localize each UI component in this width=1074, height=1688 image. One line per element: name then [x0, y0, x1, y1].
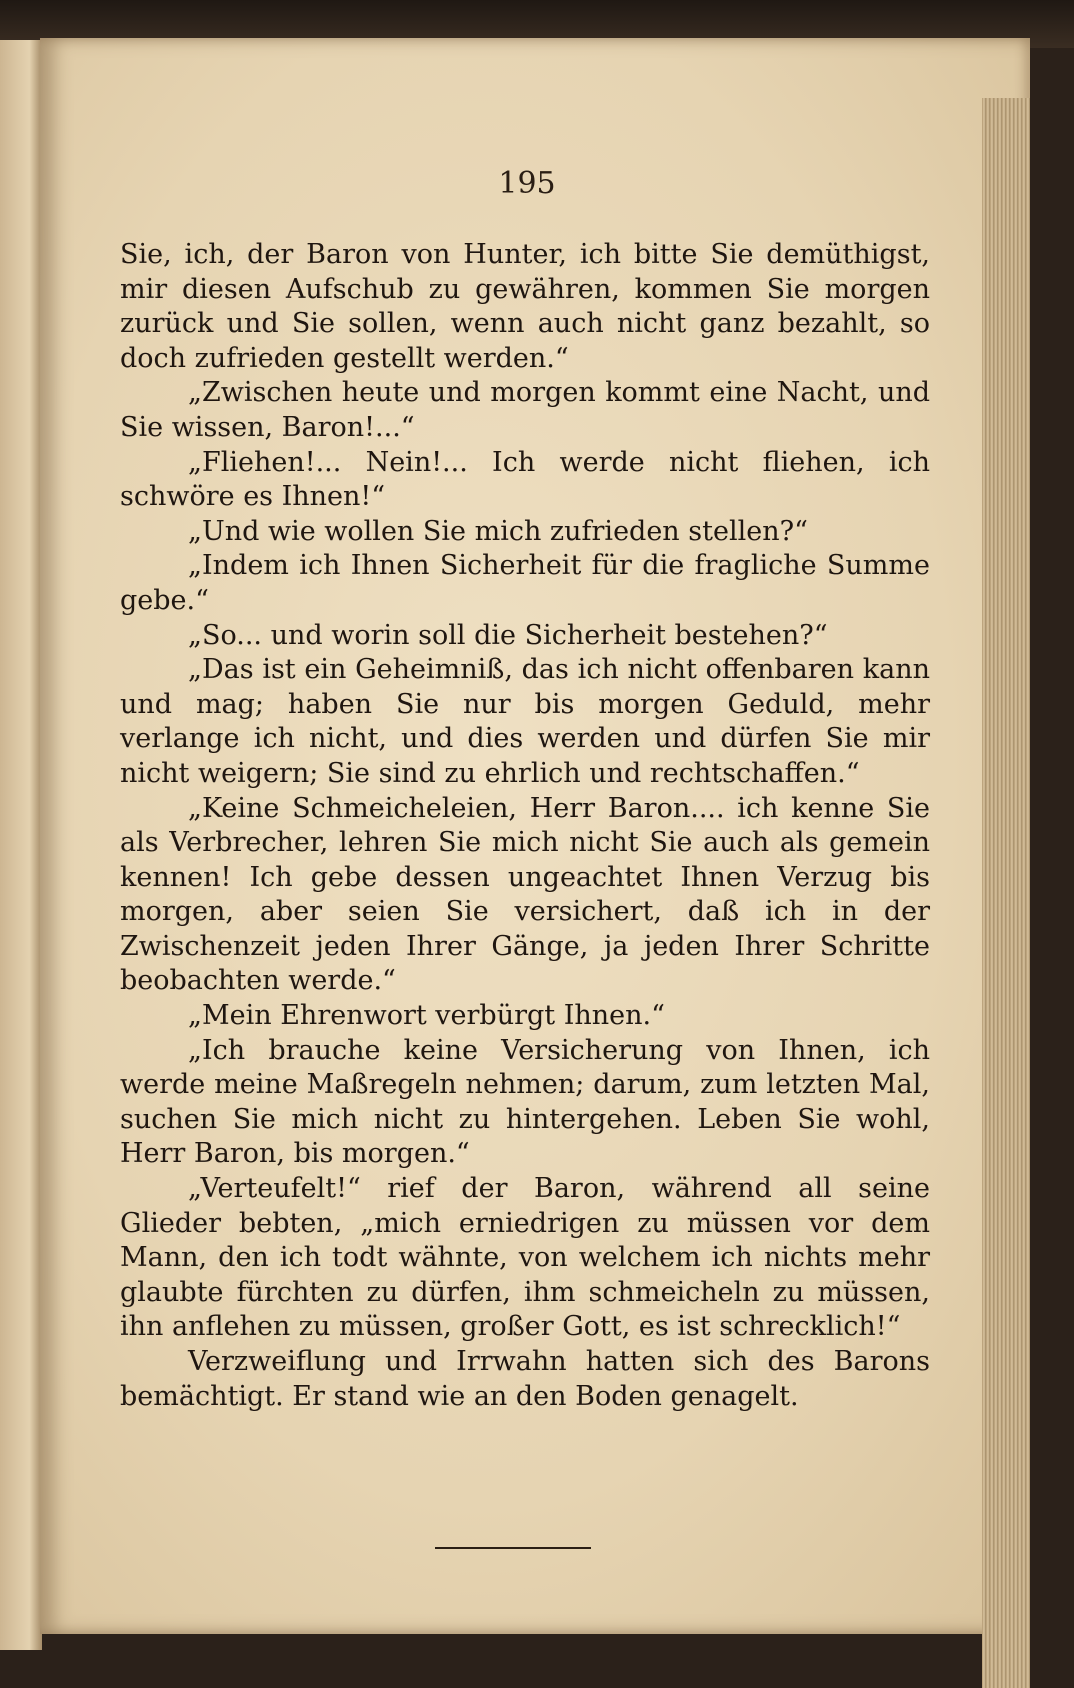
- paragraph-7: „Das ist ein Geheimniß, das ich nicht offenbaren kann und mag; haben Sie nur bis morgen Geduld, mehr verlange ich nicht, und dies werden und dürfen Sie mir nicht weigern; Sie sind zu ehrlich und rechtschaffen.“: [120, 654, 930, 789]
- paragraph-2: „Zwischen heute und morgen kommt eine Nacht, und Sie wissen, Baron!...“: [120, 377, 930, 443]
- paragraph-12: Verzweiflung und Irrwahn hatten sich des Barons bemächtigt. Er stand wie an den Boden genagelt.: [120, 1346, 930, 1412]
- paragraph-4: „Und wie wollen Sie mich zufrieden stellen?“: [188, 515, 808, 547]
- paragraph-3: „Fliehen!... Nein!... Ich werde nicht fliehen, ich schwöre es Ihnen!“: [120, 446, 930, 513]
- paragraph-11: „Verteufelt!“ rief der Baron, während all seine Glieder bebten, „mich erniedrigen zu müssen vor dem Mann, den ich todt wähnte, von welchem ich nichts mehr glaubte fürchten zu dürfen, ihm schmeicheln zu müssen, ihn anflehen zu müssen, großer Gott, es ist schrecklich!“: [120, 1173, 930, 1343]
- page-number: 195: [498, 166, 556, 201]
- paragraph-6: „So... und worin soll die Sicherheit bestehen?“: [188, 619, 828, 651]
- page-text: [120, 238, 930, 1414]
- left-page-edge: [0, 40, 42, 1650]
- paragraph-5: „Indem ich Ihnen Sicherheit für die fragliche Summe gebe.“: [120, 550, 930, 616]
- paragraph-1: Sie, ich, der Baron von Hunter, ich bitte Sie demüthigst, mir diesen Aufschub zu gewähren, kommen Sie morgen zurück und Sie sollen, wenn auch nicht ganz bezahlt, so doch zufrieden gestellt werden.“: [120, 239, 930, 374]
- paragraph-10: „Ich brauche keine Versicherung von Ihnen, ich werde meine Maßregeln nehmen; darum, zum letzten Mal, suchen Sie mich nicht zu hintergehen. Leben Sie wohl, Herr Baron, bis morgen.“: [120, 1034, 930, 1170]
- section-divider: [435, 1547, 591, 1549]
- paragraph-8: „Keine Schmeicheleien, Herr Baron.... ich kenne Sie als Verbrecher, lehren Sie mich nicht Sie auch als gemein kennen! Ich gebe dessen ungeachtet Ihnen Verzug bis morgen, aber seien Sie versichert, daß ich in der Zwischenzeit jeden Ihrer Gänge, ja jeden Ihrer Schritte beobachten werde.“: [120, 792, 930, 997]
- page-edges: [982, 98, 1030, 1688]
- book-page: [40, 38, 1030, 1634]
- paragraph-9: „Mein Ehrenwort verbürgt Ihnen.“: [188, 1000, 665, 1032]
